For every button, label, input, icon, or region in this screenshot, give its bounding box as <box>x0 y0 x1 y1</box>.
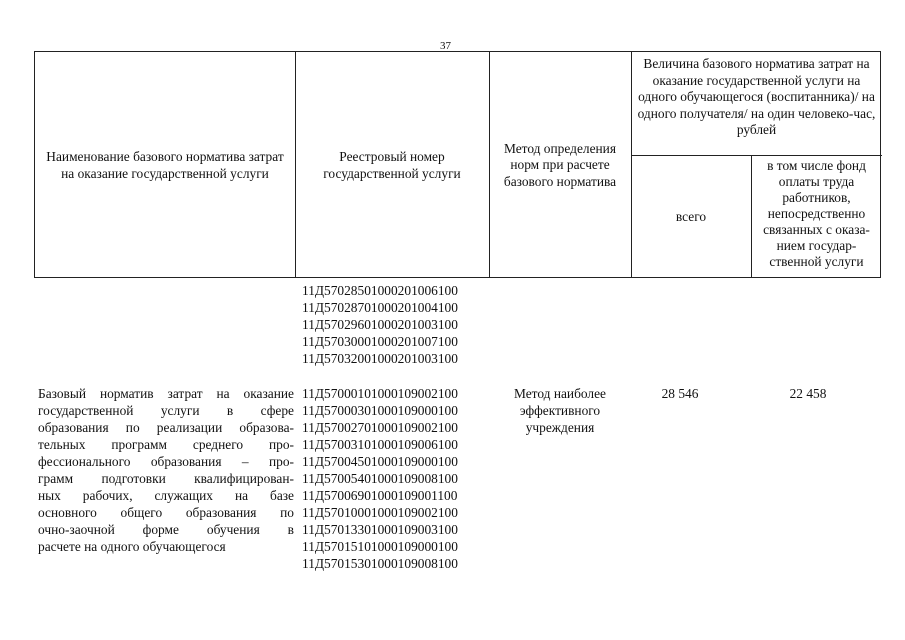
registry-code: 11Д57013301000109003100 <box>302 522 458 537</box>
method-line: Метод наиболее <box>514 386 606 401</box>
norm-name-line: расчете на одного обучающегося <box>38 539 226 554</box>
registry-code: 11Д57000301000109000100 <box>302 403 458 418</box>
total-value: 28 546 <box>661 386 699 401</box>
header-name-column: Наименование базового норматива затрат на оказание государственной услуги <box>46 149 284 181</box>
registry-codes <box>302 385 458 572</box>
norm-name-line: ных рабочих, служащих на базе <box>38 488 294 503</box>
fund-header-line: ственной услуги <box>769 254 864 269</box>
registry-code: 11Д57015301000109008100 <box>302 556 458 571</box>
registry-code: 11Д57032001000201003100 <box>302 351 458 366</box>
fund-value: 22 458 <box>789 386 827 401</box>
registry-code: 11Д57028701000201004100 <box>302 300 458 315</box>
norm-name-line: основного общего образования по <box>38 505 294 520</box>
registry-code: 11Д57000101000109002100 <box>302 386 458 401</box>
header-amount-group: Величина базового норматива затрат на оказание государственной услуги на одного обучающегося (воспитанника)/ на одного получателя/ на один человеко-час, рублей <box>637 56 876 137</box>
fund-header-line: в том числе фонд <box>767 158 866 173</box>
registry-code: 11Д57002701000109002100 <box>302 420 458 435</box>
fund-header-line: нием государ- <box>776 238 857 253</box>
header-method-column: Метод определения норм при расчете базового норматива <box>503 140 617 189</box>
registry-code: 11Д57006901000109001100 <box>302 488 458 503</box>
fund-header-line: работников, <box>782 190 851 205</box>
method <box>492 385 628 436</box>
header-total-column: всего <box>675 208 707 224</box>
registry-code: 11Д57029601000201003100 <box>302 317 458 332</box>
fund-header-line: связанных с оказа- <box>763 222 870 237</box>
norm-name-line: тельных программ среднего про- <box>38 437 294 452</box>
norm-name-line: фессионального образования – про- <box>38 454 294 469</box>
registry-code: 11Д57003101000109006100 <box>302 437 458 452</box>
header-fund-column <box>751 155 882 279</box>
fund-header-line: оплаты труда <box>778 174 855 189</box>
page-number: 37 <box>440 40 451 52</box>
registry-code: 11Д57010001000109002100 <box>302 505 458 520</box>
norm-name <box>38 385 294 555</box>
registry-code: 11Д57030001000201007100 <box>302 334 458 349</box>
method-line: эффективного <box>519 403 601 418</box>
registry-code: 11Д57015101000109000100 <box>302 539 458 554</box>
method-line: учреждения <box>525 420 595 435</box>
registry-code: 11Д57004501000109000100 <box>302 454 458 469</box>
registry-code: 11Д57005401000109008100 <box>302 471 458 486</box>
table-header <box>34 51 881 278</box>
fund-header-line: непосредственно <box>767 206 866 221</box>
norm-name-line: образования по реализации образова- <box>38 420 294 435</box>
continued-registry-codes <box>302 282 458 367</box>
registry-code: 11Д57028501000201006100 <box>302 283 458 298</box>
header-registry-column: Реестровый номер государственной услуги <box>323 149 461 181</box>
norm-name-line: государственной услуги в сфере <box>38 403 294 418</box>
norm-name-line: грамм подготовки квалифицирован- <box>38 471 294 486</box>
norm-name-line: очно-заочной форме обучения в <box>38 522 294 537</box>
norm-name-line: Базовый норматив затрат на оказание <box>38 386 294 401</box>
